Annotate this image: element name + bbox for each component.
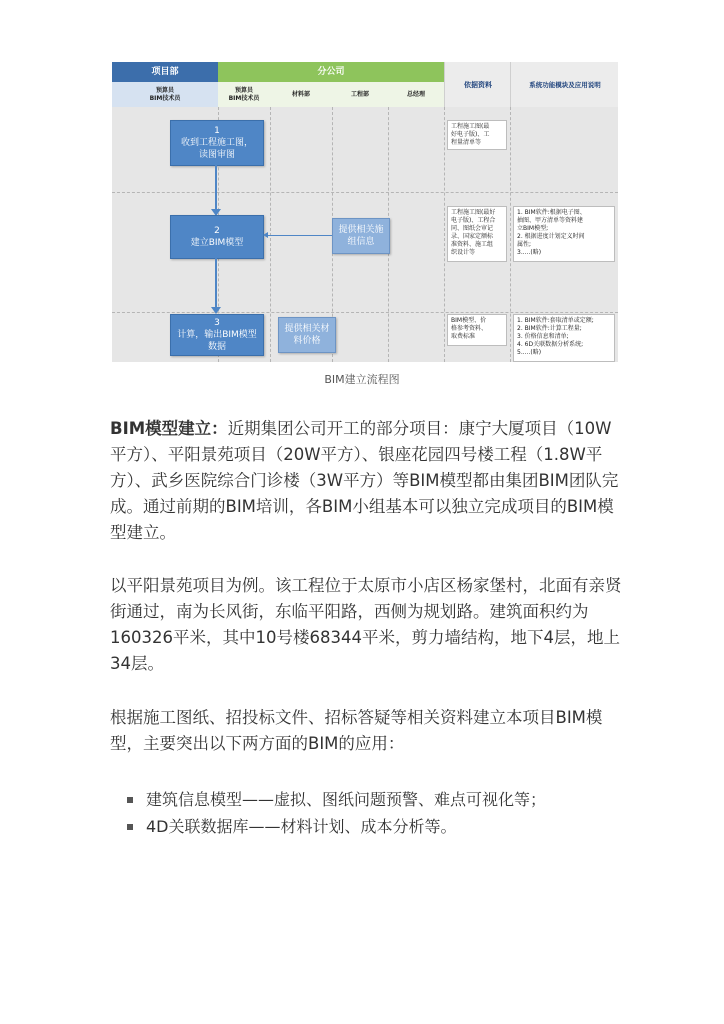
doc-line: 织设计等 xyxy=(451,249,476,256)
system-note-2 xyxy=(513,206,615,262)
step-text: 收到工程施工图，读图审图 xyxy=(180,138,253,160)
header-branch: 分公司 xyxy=(218,62,444,82)
bim-flowchart-figure xyxy=(112,62,618,362)
paragraph-bim-model-building xyxy=(110,416,622,546)
doc-line: 1. BIM软件:套取清单或定额; xyxy=(517,317,594,324)
doc-line: 属性; xyxy=(517,241,532,248)
doc-line: 取费标准 xyxy=(451,333,476,340)
step-number: 2 xyxy=(214,226,220,236)
doc-line: 同、图纸会审记 xyxy=(451,225,494,232)
step-3-box xyxy=(170,314,264,356)
doc-line: 准资料、施工组 xyxy=(451,241,494,248)
side-box-construction-info xyxy=(332,218,390,254)
grid-line xyxy=(444,107,445,362)
doc-line: 2. BIM软件:计算工程量; xyxy=(517,325,582,332)
doc-line: BIM模型、价 xyxy=(451,317,487,324)
side-box-material-price xyxy=(278,317,336,353)
doc-line: 3. 价格信息和清单; xyxy=(517,333,569,340)
doc-line: 录、国家定额标 xyxy=(451,233,494,240)
subheader-budget-tech-branch: 预算员 BIM技术员 xyxy=(218,82,270,107)
subheader-general-manager: 总经理 xyxy=(388,82,444,107)
flow-arrow-icon xyxy=(215,165,217,210)
grid-line xyxy=(112,192,618,193)
doc-line: 4. 6D关联数据分析系统; xyxy=(517,341,584,348)
doc-line: 2. 根据进度计划定义时间 xyxy=(517,233,585,240)
doc-note-2 xyxy=(447,206,507,262)
doc-line: 工程施工图(最 xyxy=(451,123,490,130)
doc-line: 1. BIM软件:根据电子图、 xyxy=(517,209,586,216)
paragraph-body: 近期集团公司开工的部分项目：康宁大厦项目（10W平方）、平阳景苑项目（20W平方）、银座花园四号楼工程（1.8W平方）、武乡医院综合门诊楼（3W平方）等BIM模型都由集团BIM团队完成。通过前期的BIM培训，各BIM小组基本可以独立完成项目的BIM模型建立。 xyxy=(110,419,619,542)
paragraph-pingyang-project: 以平阳景苑项目为例。该工程位于太原市小店区杨家堡村，北面有亲贤街通过，南为长风街，东临平阳路，西侧为规划路。建筑面积约为160326平米，其中10号楼68344平米，剪力墙结构，地下4层，地上34层。 xyxy=(110,576,622,673)
doc-line: 立BIM模型; xyxy=(517,225,549,232)
subheader-engineering: 工程部 xyxy=(332,82,388,107)
paragraph-bim-application: 根据施工图纸、招投标文件、招标答疑等相关资料建立本项目BIM模型，主要突出以下两方面的BIM的应用： xyxy=(110,708,603,753)
header-project-dept: 项目部 xyxy=(112,62,218,82)
doc-line: 5.....(略) xyxy=(517,349,542,356)
grid-line xyxy=(510,107,511,362)
header-basis-docs: 依据资料 xyxy=(444,62,511,107)
side-box-text: 提供相关材料价格 xyxy=(284,324,330,346)
flow-arrow-icon xyxy=(215,258,217,308)
figure-caption: BIM建立流程图 xyxy=(324,373,400,386)
step-number: 3 xyxy=(214,318,220,328)
step-number: 1 xyxy=(214,126,220,136)
side-box-text: 提供相关施组信息 xyxy=(338,225,384,247)
header-system-notes: 系统功能模块及应用说明 xyxy=(510,62,618,107)
doc-line: 电子版)、工程合 xyxy=(451,217,496,224)
doc-line: 好电子版)、工 xyxy=(451,131,490,138)
step-2-box xyxy=(170,215,264,259)
grid-line xyxy=(112,312,618,313)
step-1-box xyxy=(170,120,264,166)
doc-line: 工程施工图(最好 xyxy=(451,209,496,216)
list-item: 4D关联数据库——材料计划、成本分析等。 xyxy=(110,813,622,840)
list-item: 建筑信息模型——虚拟、图纸问题预警、难点可视化等； xyxy=(110,786,622,813)
doc-note-3 xyxy=(447,314,507,346)
paragraph-lead: BIM模型建立： xyxy=(110,419,228,438)
doc-line: 格参考资料、 xyxy=(451,325,488,332)
bim-application-list xyxy=(110,786,622,840)
doc-line: 程量清单等 xyxy=(451,139,482,146)
step-text: 计算，输出BIM模型数据 xyxy=(177,330,257,352)
subheader-budget-tech: 预算员 BIM技术员 xyxy=(112,82,218,107)
step-text: 建立BIM模型 xyxy=(190,238,244,248)
system-note-3 xyxy=(513,314,615,362)
doc-note-1 xyxy=(447,120,507,150)
subheader-material: 材料部 xyxy=(270,82,332,107)
doc-line: 3.....(略) xyxy=(517,249,542,256)
doc-line: 抽图、甲方清单等资料建 xyxy=(517,217,584,224)
flow-arrow-icon xyxy=(268,235,332,236)
